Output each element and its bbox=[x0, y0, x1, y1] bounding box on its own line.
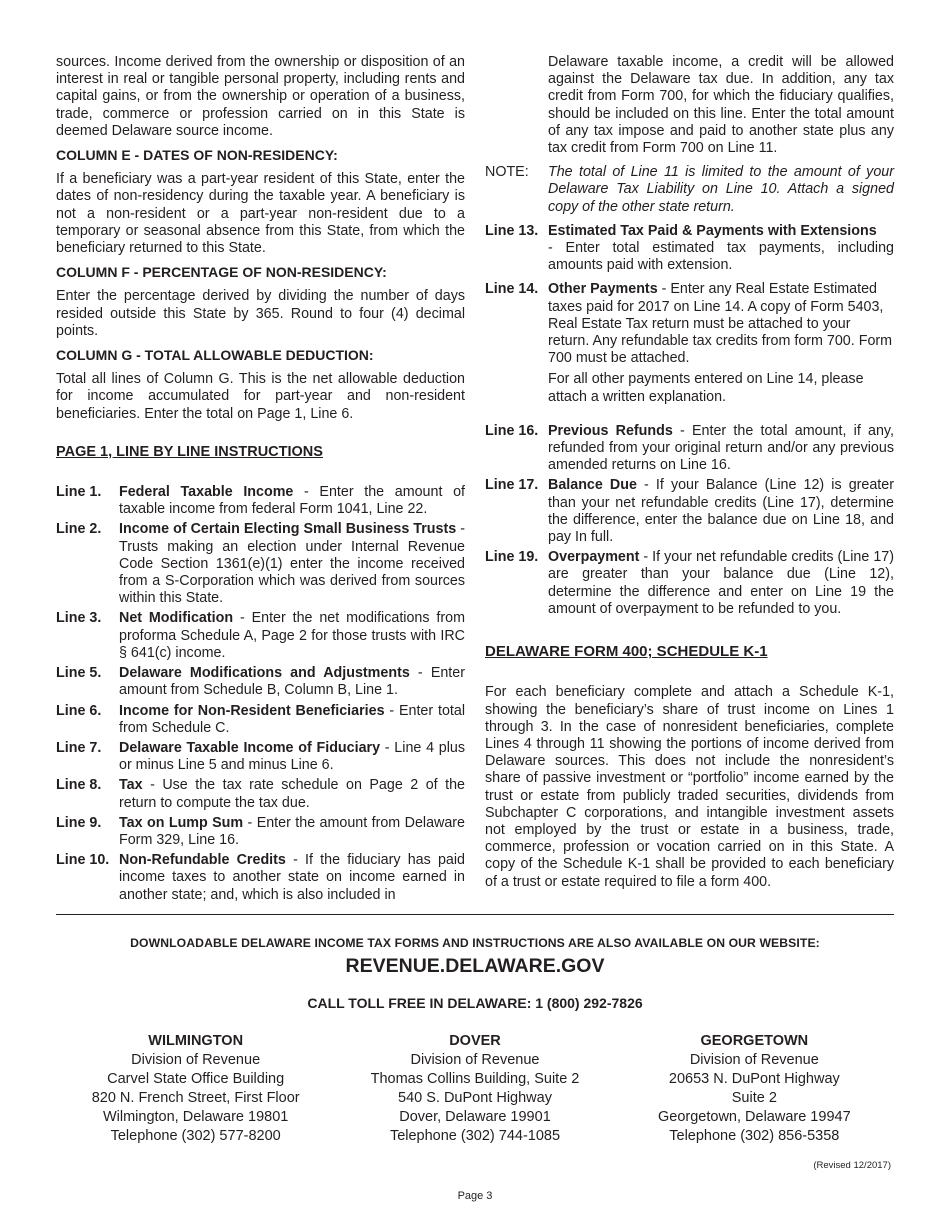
line-title: Income of Certain Electing Small Business Trusts bbox=[119, 521, 457, 538]
note-text: The total of Line 11 is limited to the amount of your Delaware Tax Liability on Line 10. Attach a signed copy of the other state return. bbox=[548, 164, 894, 215]
office-line: Wilmington, Delaware 19801 bbox=[102, 1109, 289, 1125]
line-item bbox=[56, 703, 465, 737]
schedule-k1-text: For each beneficiary complete and attach a Schedule K-1, showing the beneficiary’s share of trust income on Lines 1 through 3. In the case of nonresident beneficiaries, complete Lines 4 through 11 showing the portions of income derived from Delaware sources. This does not include the nonresident’s share of passive investment or “portfolio” income earned by the trust or estate from publicly traded securities, dividends from Subchapter C corporations, and intangible investment assets not employed by the trust or estate in a business, trade, commerce, profession or vocation carried on in this State. A copy of the Schedule K-1 shall be provided to each beneficiary of a trust or estate required to file a form 400. bbox=[485, 684, 894, 890]
office-wilmington bbox=[56, 1032, 335, 1146]
line-item bbox=[56, 521, 465, 607]
line-label: Line 13. bbox=[485, 222, 539, 239]
line-title: Income for Non-Resident Beneficiaries bbox=[119, 702, 385, 719]
column-g-text: Total all lines of Column G. This is the net allowable deduction for income accumulated for part-year and non-resident beneficiaries. Enter the total on Page 1, Line 6. bbox=[56, 371, 465, 422]
office-line: Division of Revenue bbox=[131, 1052, 261, 1068]
line-title: Net Modification bbox=[119, 610, 234, 627]
toll-free-number: CALL TOLL FREE IN DELAWARE: 1 (800) 292-7826 bbox=[307, 995, 643, 1011]
column-g-heading: COLUMN G - TOTAL ALLOWABLE DEDUCTION: bbox=[56, 347, 374, 364]
line-label: Line 5. bbox=[56, 665, 102, 682]
line-text: - Enter total from Schedule C. bbox=[119, 702, 465, 736]
page-number: Page 3 bbox=[457, 1190, 493, 1202]
line-title: Balance Due bbox=[548, 477, 637, 494]
line-title: Overpayment bbox=[548, 549, 640, 566]
line-item bbox=[56, 852, 465, 904]
office-line: 540 S. DuPont Highway bbox=[398, 1090, 552, 1106]
line-label: Line 7. bbox=[56, 739, 102, 756]
line-label: Line 1. bbox=[56, 484, 102, 501]
line14-text2: For all other payments entered on Line 14, please attach a written explanation. bbox=[548, 371, 864, 405]
note-label: NOTE: bbox=[485, 164, 529, 181]
line-label: Line 9. bbox=[56, 814, 102, 831]
line-item bbox=[485, 423, 894, 475]
office-line: 20653 N. DuPont Highway bbox=[668, 1071, 840, 1087]
line-instructions-title: PAGE 1, LINE BY LINE INSTRUCTIONS bbox=[56, 443, 323, 460]
office-dover bbox=[335, 1032, 614, 1146]
line-text: - If your net refundable credits (Line 17) are greater than your balance due (Line 12), determine the difference and enter on Line 19 the amount of overpayment to be refunded to you. bbox=[548, 549, 894, 617]
line-label: Line 19. bbox=[485, 549, 539, 566]
download-note: DOWNLOADABLE DELAWARE INCOME TAX FORMS AND INSTRUCTIONS ARE ALSO AVAILABLE ON OUR WEBSITE: bbox=[130, 936, 820, 950]
left-column bbox=[56, 54, 465, 907]
office-city: GEORGETOWN bbox=[700, 1033, 809, 1049]
line-title: Tax bbox=[119, 777, 143, 794]
line-item bbox=[56, 484, 465, 518]
line-item bbox=[56, 815, 465, 849]
line-label: Line 17. bbox=[485, 477, 539, 494]
office-line: Suite 2 bbox=[731, 1090, 777, 1106]
line-label: Line 14. bbox=[485, 281, 539, 298]
line-item bbox=[485, 477, 894, 546]
line-title: Other Payments bbox=[548, 281, 658, 298]
office-line: Thomas Collins Building, Suite 2 bbox=[370, 1071, 580, 1087]
line-text: - If your Balance (Line 12) is greater than your net refundable credits (Line 17), determine the difference, enter the balance due on Line 18, and pay In full. bbox=[548, 477, 894, 546]
line-text: - Enter any Real Estate Estimated taxes paid for 2017 on Line 14. A copy of Form 5403, Real Estate Tax return must be attached to your return. Any refundable tax credits from form 700. Form 700 must be attached. bbox=[548, 281, 893, 367]
line-title: Previous Refunds bbox=[548, 422, 673, 439]
line-title: Non-Refundable Credits bbox=[119, 852, 286, 869]
note bbox=[485, 164, 894, 216]
line-item bbox=[56, 665, 465, 699]
office-line: Carvel State Office Building bbox=[107, 1071, 285, 1087]
line-item bbox=[485, 281, 894, 367]
column-e-heading: COLUMN E - DATES OF NON-RESIDENCY: bbox=[56, 147, 338, 164]
schedule-k1-title: DELAWARE FORM 400; SCHEDULE K-1 bbox=[485, 643, 768, 661]
line-title: Federal Taxable Income bbox=[119, 484, 294, 501]
office-phone: Telephone (302) 856-5358 bbox=[669, 1128, 840, 1144]
office-line: Dover, Delaware 19901 bbox=[399, 1109, 551, 1125]
line-text: - Enter the total amount, if any, refunded from your original return and/or any previous amended returns on Line 16. bbox=[548, 422, 894, 474]
line-text: - Line 4 plus or minus Line 5 and minus Line 6. bbox=[119, 739, 466, 774]
office-city: DOVER bbox=[449, 1033, 501, 1049]
line-title: Tax on Lump Sum bbox=[119, 814, 244, 831]
line-title: Delaware Modifications and Adjustments bbox=[119, 665, 410, 682]
line-label: Line 16. bbox=[485, 422, 539, 439]
office-line: 820 N. French Street, First Floor bbox=[91, 1090, 300, 1106]
line-label: Line 8. bbox=[56, 777, 102, 794]
office-line: Division of Revenue bbox=[410, 1052, 540, 1068]
line-item bbox=[485, 223, 894, 240]
line13-text: - Enter total estimated tax payments, including amounts paid with extension. bbox=[548, 240, 894, 274]
line-text: - Enter the net modifications from proforma Schedule A, Page 2 for those trusts with IRC § 641(c) income. bbox=[119, 610, 465, 661]
line-title: Delaware Taxable Income of Fiduciary bbox=[119, 739, 381, 756]
office-line: Division of Revenue bbox=[689, 1052, 819, 1068]
line-item bbox=[485, 549, 894, 618]
column-f-text: Enter the percentage derived by dividing the number of days resided outside this State by 365. Round to four (4) decimal points. bbox=[56, 288, 465, 339]
intro-paragraph: sources. Income derived from the ownership or disposition of an interest in real or tangible personal property, including rents and capital gains, or from the ownership or operation of a business, trade, commerce or profession carried on in this State is deemed Delaware source income. bbox=[56, 54, 465, 139]
right-column bbox=[485, 54, 894, 898]
office-phone: Telephone (302) 577-8200 bbox=[110, 1128, 281, 1144]
line10-continued: Delaware taxable income, a credit will be allowed against the Delaware tax due. In addition, any tax credit from Form 700, for which the fiduciary qualifies, should be included on this line. Enter the total amount of any tax impose and paid to another state plus any tax credit from Form 700 on Line 11. bbox=[548, 54, 894, 157]
line-item bbox=[56, 610, 465, 662]
office-addresses bbox=[56, 1032, 894, 1146]
footer bbox=[56, 936, 894, 1011]
line-label: Line 6. bbox=[56, 702, 102, 719]
office-phone: Telephone (302) 744-1085 bbox=[389, 1128, 561, 1144]
line-label: Line 10. bbox=[56, 852, 110, 869]
line-item bbox=[56, 777, 465, 811]
column-e-text: If a beneficiary was a part-year resident of this State, enter the dates of non-residency during the taxable year. A beneficiary is not a non-resident or a part-year non-resident due to a temporary or seasonal absence from this State, from which the beneficiary returned to this State. bbox=[56, 171, 465, 257]
line-title: Estimated Tax Paid & Payments with Extensions bbox=[548, 222, 877, 239]
column-f-heading: COLUMN F - PERCENTAGE OF NON-RESIDENCY: bbox=[56, 264, 387, 281]
line-text: - Enter amount from Schedule B, Column B, Line 1. bbox=[119, 665, 465, 699]
office-line: Georgetown, Delaware 19947 bbox=[657, 1109, 851, 1125]
line-text: - Use the tax rate schedule on Page 2 of the return to compute the tax due. bbox=[119, 777, 465, 811]
line-text: - Trusts making an election under Internal Revenue Code Section 1361(e)(1) enter the income received from a S-Corporation which was derived from sources within this State. bbox=[119, 521, 465, 607]
line-text: - Enter the amount of taxable income from federal Form 1041, Line 22. bbox=[119, 484, 465, 518]
footer-divider bbox=[56, 914, 894, 915]
office-city: WILMINGTON bbox=[148, 1033, 244, 1049]
website-link[interactable]: REVENUE.DELAWARE.GOV bbox=[345, 955, 605, 977]
office-georgetown bbox=[615, 1032, 894, 1146]
line-label: Line 2. bbox=[56, 521, 102, 538]
line-text: - Enter the amount from Delaware Form 329, Line 16. bbox=[119, 814, 466, 848]
line-text: - If the fiduciary has paid income taxes to another state on income earned in another state; and, which is also included in bbox=[119, 852, 465, 903]
revision-date: (Revised 12/2017) bbox=[813, 1160, 891, 1171]
line-label: Line 3. bbox=[56, 610, 102, 627]
line-item bbox=[56, 740, 465, 774]
